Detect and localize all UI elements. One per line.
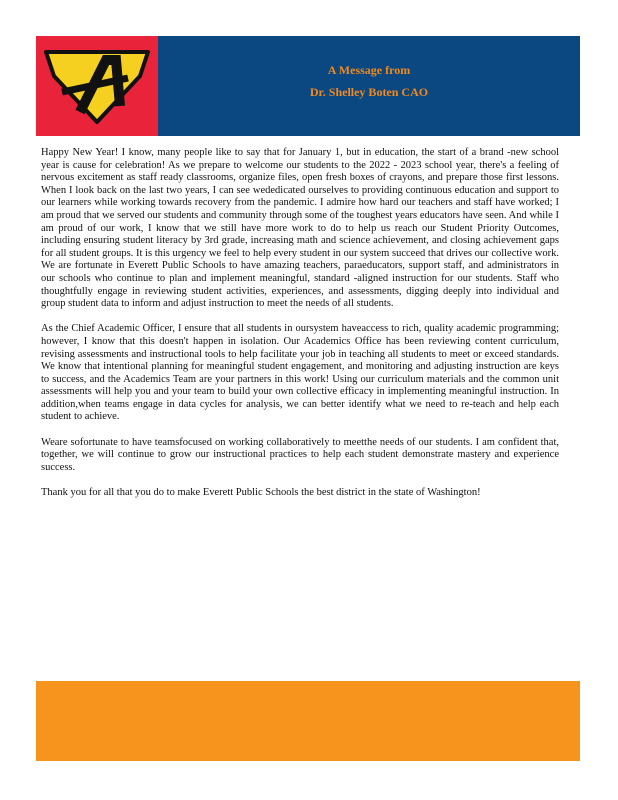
logo-panel <box>36 36 158 136</box>
paragraph-intro: Happy New Year! I know, many people like to say that for January 1, but in education, the start of a brand -new school year is cause for celebration! As we prepare to welcome our students to the 2022 - 2023 school year, there's a feeling of nervous excitement as staff ready classrooms, organize files, open fresh boxes of crayons, and prepare those first lessons. When I look back on the last two years, I can see wededicated ourselves to providing continuous education and support to our learners while working towards recovery from the pandemic. I admire how hard our teachers and staff have worked; I am proud that we served our students and community through some of the toughest years educators have seen. And while I am proud of our work, I know that we still have more work to do to help us reach our Student Priority Outcomes, including ensuring student literacy by 3rd grade, increasing math and science achievement, and closing achievement gaps for all student groups. It is this urgency we feel to help every student in our system succeed that drives our collective work. We are fortunate in Everett Public Schools to have amazing teachers, paraeducators, support staff, and administrators in our schools who continue to plan and implement meaningful, standard -aligned instruction for our students. Staff who thoughtfully engage in reviewing student activities, experiences, and assessments, digging deeply into individual and group student data to inform and adjust instruction to meet the needs of all students. <box>41 147 559 310</box>
paragraph-thanks: Thank you for all that you do to make Everett Public Schools the best district in the state of Washington! <box>41 487 481 499</box>
paragraph-cao-role: As the Chief Academic Officer, I ensure that all students in oursystem haveaccess to rich, quality academic programming; however, I know that this doesn't happen in isolation. Our Academics Office has been reviewing content curriculum, revising assessments and instructional tools to help facilitate your job in teaching all students to meet or exceed standards. We know that intentional planning for meaningful student engagement, and monitoring and adjusting instruction are keys to success, and the Academics Team are your partners in this work! Using our curriculum materials and the common unit assessments will help you and your team to build your own collective efficacy in implementing meaningful instruction. In addition,when teams engage in data cycles for analysis, we can better identify what we need to re-teach and help each student to achieve. <box>41 323 559 423</box>
letter-body <box>41 147 559 512</box>
superhero-shield-logo-icon <box>36 36 158 136</box>
header-subtitle: A Message from <box>327 63 411 77</box>
paragraph-confidence: Weare sofortunate to have teamsfocused on working collaboratively to meetthe needs of our students. I am confident that, together, we will continue to grow our instructional practices to help each student demonstrate mastery and experience success. <box>41 436 559 473</box>
header-banner <box>158 36 580 136</box>
footer-banner <box>36 681 580 761</box>
header-author: Dr. Shelley Boten CAO <box>309 85 429 99</box>
